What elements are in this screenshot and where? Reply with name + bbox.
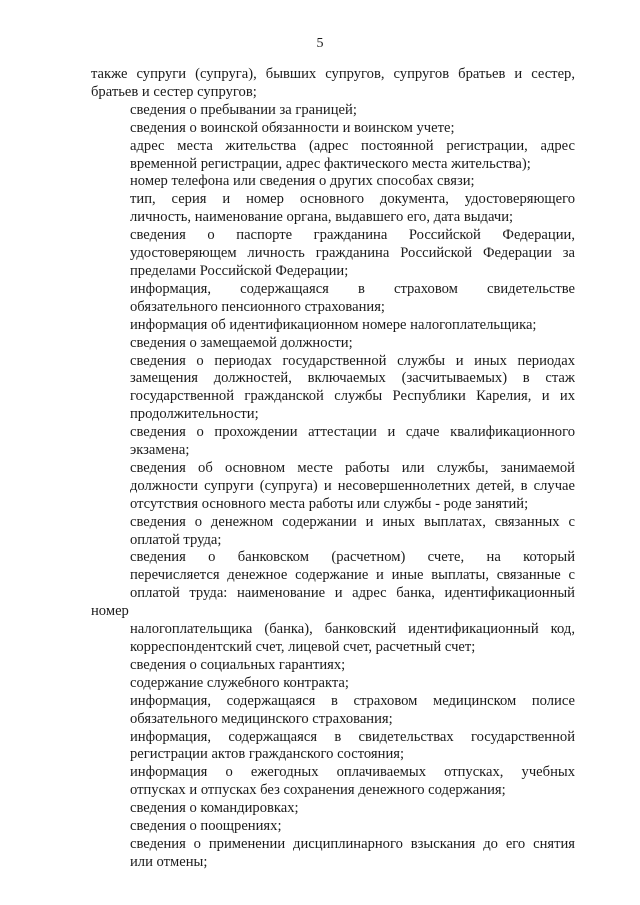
text-line: корреспондентский счет, лицевой счет, расчетный счет;	[130, 639, 476, 655]
text-line: пределами Российской Федерации;	[130, 262, 349, 279]
paragraph	[91, 514, 575, 550]
paragraph	[91, 424, 575, 460]
text-line: перечисляется денежное содержание и иные выплаты, связанные с	[130, 567, 575, 584]
text-line: сведения о паспорте гражданина Российской Федерации,	[130, 227, 575, 244]
paragraph	[91, 675, 575, 693]
text-line: отсутствия основного места работы или службы - роде занятий;	[130, 495, 529, 512]
paragraph	[91, 353, 575, 425]
text-line: регистрации актов гражданского состояния;	[130, 746, 405, 763]
text-line: информация, содержащаяся в страховом медицинском полисе	[130, 692, 575, 709]
document-body	[91, 66, 575, 872]
paragraph	[91, 657, 575, 675]
text-line: номер телефона или сведения о других способах связи;	[130, 173, 475, 190]
text-line: обязательного медицинского страхования;	[130, 710, 393, 727]
text-line: сведения о банковском (расчетном) счете, на который	[130, 549, 575, 566]
text-line: оплатой труда: наименование и адрес банка, идентификационный номер	[91, 585, 575, 620]
paragraph	[91, 335, 575, 353]
text-line: отпусках и отпусках без сохранения денежного содержания;	[130, 782, 506, 799]
paragraph	[91, 460, 575, 514]
text-line: государственной гражданской службы Республики Карелия, и их	[130, 388, 575, 405]
text-line: оплатой труда;	[130, 531, 222, 548]
text-line: обязательного пенсионного страхования;	[130, 298, 385, 315]
text-line: тип, серия и номер основного документа, удостоверяющего	[130, 191, 575, 208]
text-line: информация, содержащаяся в страховом свидетельстве	[130, 280, 575, 297]
paragraph	[91, 138, 575, 174]
text-line: сведения о применении дисциплинарного взыскания до его снятия	[130, 835, 575, 852]
paragraph	[91, 227, 575, 281]
text-line: содержание служебного контракта;	[130, 674, 349, 691]
text-line: сведения о поощрениях;	[130, 818, 282, 835]
text-line: экзамена;	[130, 442, 190, 459]
paragraph	[91, 281, 575, 317]
paragraph	[91, 173, 575, 191]
text-line: сведения о замещаемой должности;	[130, 334, 353, 351]
text-line: удостоверяющем личность гражданина Российской Федерации за	[130, 245, 575, 262]
paragraph	[91, 800, 575, 818]
paragraph	[91, 66, 575, 102]
text-line: также супруги (супруга), бывших супругов, супругов братьев и сестер,	[91, 66, 575, 82]
page-number: 5	[316, 36, 324, 51]
text-line: сведения о денежном содержании и иных выплатах, связанных с	[130, 513, 575, 530]
text-line: братьев и сестер супругов;	[91, 83, 257, 100]
paragraph	[91, 549, 575, 656]
paragraph	[91, 693, 575, 729]
text-line: сведения о прохождении аттестации и сдаче квалификационного	[130, 424, 575, 441]
text-line: информация об идентификационном номере налогоплательщика;	[130, 316, 537, 333]
text-line: сведения о командировках;	[130, 800, 299, 817]
text-line: информация, содержащаяся в свидетельствах государственной	[130, 728, 575, 745]
text-line: информация о ежегодных оплачиваемых отпусках, учебных	[130, 764, 575, 781]
paragraph	[91, 764, 575, 800]
paragraph	[91, 836, 575, 872]
text-line: сведения о пребывании за границей;	[130, 101, 357, 118]
text-line: личность, наименование органа, выдавшего его, дата выдачи;	[130, 209, 514, 226]
paragraph	[91, 729, 575, 765]
text-line: адрес места жительства (адрес постоянной регистрации, адрес	[130, 137, 575, 154]
text-line: сведения о воинской обязанности и воинском учете;	[130, 119, 455, 136]
text-line: должности супруги (супруга) и несовершеннолетних детей, в случае	[130, 477, 575, 494]
text-line: сведения о периодах государственной службы и иных периодах	[130, 352, 575, 369]
text-line: продолжительности;	[130, 406, 259, 423]
text-line: сведения об основном месте работы или службы, занимаемой	[130, 459, 575, 476]
paragraph	[91, 191, 575, 227]
paragraph	[91, 102, 575, 120]
text-line: или отмены;	[130, 853, 208, 870]
text-line: налогоплательщика (банка), банковский идентификационный код,	[130, 621, 575, 638]
paragraph	[91, 317, 575, 335]
text-line: временной регистрации, адрес фактического места жительства);	[130, 155, 531, 172]
text-line: сведения о социальных гарантиях;	[130, 656, 346, 673]
paragraph	[91, 120, 575, 138]
text-line: замещения должностей, включаемых (засчитываемых) в стаж	[130, 370, 575, 387]
paragraph	[91, 818, 575, 836]
